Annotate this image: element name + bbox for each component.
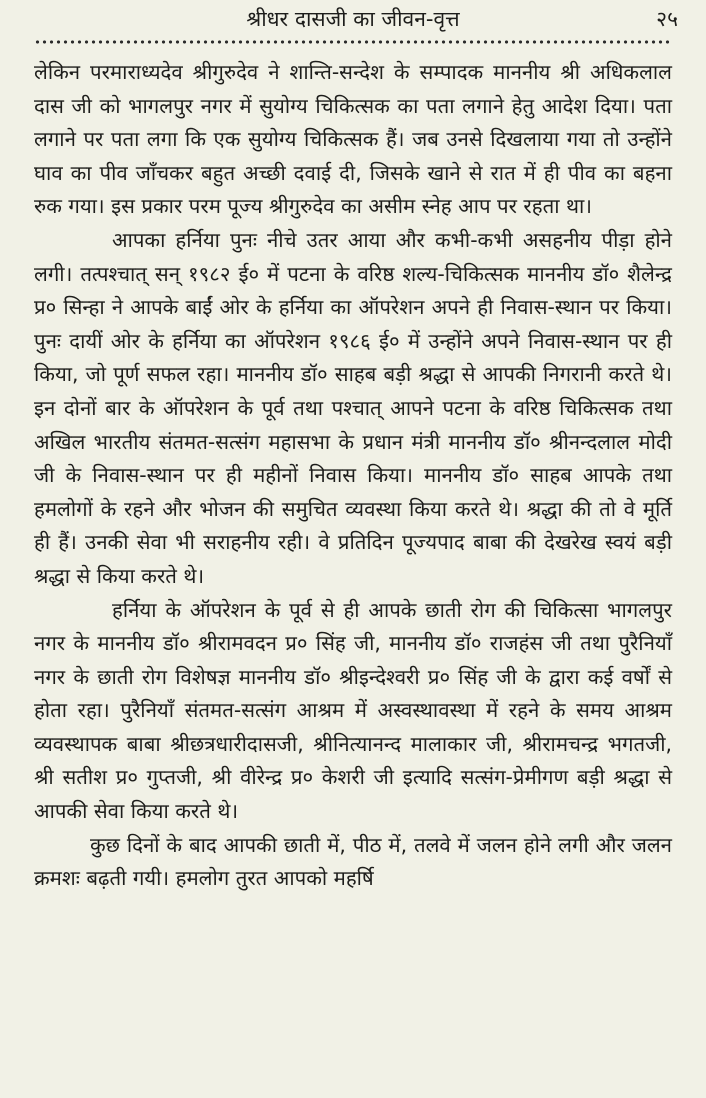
- body-text: [34, 56, 672, 896]
- paragraph: हर्निया के ऑपरेशन के पूर्व से ही आपके छाती रोग की चिकित्सा भागलपुर नगर के माननीय डॉ० श्रीरामवदन प्र० सिंह जी, माननीय डॉ० राजहंस जी तथा पुरैनियाँ नगर के छाती रोग विशेषज्ञ माननीय डॉ० श्रीइन्देश्वरी प्र० सिंह जी के द्वारा कई वर्षों से होता रहा। पुरैनियाँ संतमत-सत्संग आश्रम में अस्वस्थावस्था में रहने के समय आश्रम व्यवस्थापक बाबा श्रीछत्रधारीदासजी, श्रीनित्यानन्द मालाकार जी, श्रीरामचन्द्र भगतजी, श्री सतीश प्र० गुप्तजी, श्री वीरेन्द्र प्र० केशरी जी इत्यादि सत्संग-प्रेमीगण बड़ी श्रद्धा से आपकी सेवा किया करते थे।: [34, 597, 672, 824]
- paragraph: आपका हर्निया पुनः नीचे उतर आया और कभी-कभी असहनीय पीड़ा होने लगी। तत्पश्चात् सन् १९८२ ई० में पटना के वरिष्ठ शल्य-चिकित्सक माननीय डॉ० शैलेन्द्र प्र० सिन्हा ने आपके बाईं ओर के हर्निया का ऑपरेशन अपने ही निवास-स्थान पर किया। पुनः दायीं ओर के हर्निया का ऑपरेशन १९८६ ई० में उन्होंने अपने निवास-स्थान पर ही किया, जो पूर्ण सफल रहा। माननीय डॉ० साहब बड़ी श्रद्धा से आपकी निगरानी करते थे। इन दोनों बार के ऑपरेशन के पूर्व तथा पश्चात् आपने पटना के वरिष्ठ चिकित्सक तथा अखिल भारतीय संतमत-सत्संग महासभा के प्रधान मंत्री माननीय डॉ० श्रीनन्दलाल मोदी जी के निवास-स्थान पर ही महीनों निवास किया। माननीय डॉ० साहब आपके तथा हमलोगों के रहने और भोजन की समुचित व्यवस्था किया करते थे। श्रद्धा की तो वे मूर्ति ही हैं। उनकी सेवा भी सराहनीय रही। वे प्रतिदिन पूज्यपाद बाबा की देखरेख स्वयं बड़ी श्रद्धा से किया करते थे।: [34, 227, 672, 588]
- paragraph: लेकिन परमाराध्यदेव श्रीगुरुदेव ने शान्ति-सन्देश के सम्पादक माननीय श्री अधिकलाल दास जी को भागलपुर नगर में सुयोग्य चिकित्सक का पता लगाने हेतु आदेश दिया। पता लगाने पर पता लगा कि एक सुयोग्य चिकित्सक हैं। जब उनसे दिखलाया गया तो उन्होंने घाव का पीव जाँचकर बहुत अच्छी दवाई दी, जिसके खाने से रात में ही पीव का बहना रुक गया। इस प्रकार परम पूज्य श्रीगुरुदेव का असीम स्नेह आप पर रहता था।: [34, 60, 672, 219]
- page-number: २५: [656, 7, 678, 31]
- running-title: श्रीधर दासजी का जीवन-वृत्त: [246, 7, 460, 31]
- paragraph: कुछ दिनों के बाद आपकी छाती में, पीठ में, तलवे में जलन होने लगी और जलन क्रमशः बढ़ती गयी। हमलोग तुरत आपको महर्षि: [34, 832, 672, 891]
- decorative-dotted-rule: [34, 37, 670, 47]
- page-header: [0, 4, 706, 34]
